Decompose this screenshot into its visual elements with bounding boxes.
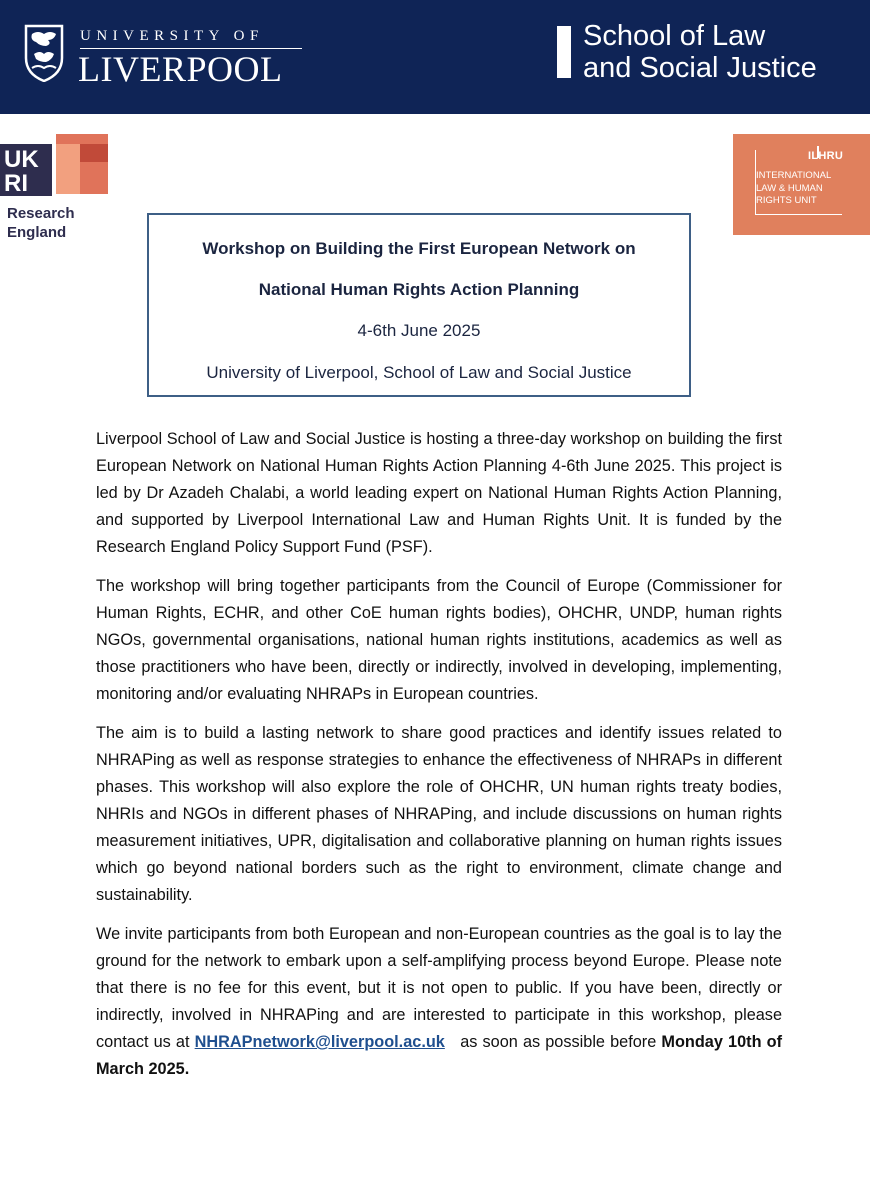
paragraph-aim: The aim is to build a lasting network to share good practices and identify issues related to NHRAPing as well as response strategies to enhance the effectiveness of NHRAPs in different phases. This workshop will also explore the role of OHCHR, UN human rights treaty bodies, NHRIs and NGOs in different phases of NHRAPing, and include discussions on human rights measurement initiatives, UPR, digitalisation and collaborative planning on human rights issues which go beyond national borders such as the right to environment, climate change and sustainability. — [96, 724, 782, 904]
svg-text:UK: UK — [4, 146, 39, 173]
school-accent-bar — [557, 26, 571, 78]
workshop-title-box — [147, 213, 691, 397]
crest-icon — [24, 24, 64, 82]
ilhru-name-line1: INTERNATIONAL — [756, 170, 832, 181]
workshop-title-line1: Workshop on Building the First European Network on — [202, 239, 636, 258]
invite-deadline-prefix: as soon as possible before — [460, 1033, 657, 1051]
paragraph-participants: The workshop will bring together participants from the Council of Europe (Commissioner for Human Rights, ECHR, and other CoE human rights bodies), OHCHR, UNDP, human rights NGOs, governmental organisations, national human rights institutions, academics as well as those practitioners who have been, directly or indirectly, involved in developing, implementing, monitoring and/or evaluating NHRAPs in European countries. — [96, 577, 782, 703]
england-text: England — [7, 224, 67, 241]
research-text: Research — [7, 205, 75, 222]
liverpool-text: LIVERPOOL — [78, 49, 283, 89]
invite-text: We invite participants from both European and non-European countries as the goal is to lay the ground for the network to embark upon a self-amplifying process beyond Europe. Please note that there is no fee for this event, but it is not open to public. If you have been, directly or indirectly, involved in NHRAPing and are interested to participate in this workshop, please contact us at — [96, 925, 782, 1051]
school-name-line1: School of Law — [583, 20, 766, 52]
ilhru-name-line2: LAW & HUMAN — [756, 182, 823, 194]
ilhru-code-text: ILHRU — [808, 150, 844, 162]
school-name-line2: and Social Justice — [583, 52, 817, 84]
body-text — [96, 426, 782, 1095]
deadline-text: Monday 10th of March 2025. — [96, 1033, 782, 1078]
workshop-dates: 4-6th June 2025 — [357, 321, 481, 340]
workshop-venue: University of Liverpool, School of Law and Social Justice — [206, 363, 632, 382]
ilhru-name-line3: RIGHTS UNIT — [756, 195, 817, 206]
university-of-text: UNIVERSITY OF — [80, 28, 264, 44]
paragraph-invite — [96, 921, 782, 1083]
research-england-text — [7, 204, 75, 242]
workshop-title-line2: National Human Rights Action Planning — [258, 280, 580, 299]
contact-email-link[interactable]: NHRAPnetwork@liverpool.ac.uk — [194, 1033, 445, 1051]
header-bar — [0, 0, 870, 114]
svg-text:RI: RI — [4, 170, 28, 197]
paragraph-intro: Liverpool School of Law and Social Justice is hosting a three-day workshop on building the first European Network on National Human Rights Action Planning 4-6th June 2025. This project is led by Dr Azadeh Chalabi, a world leading expert on National Human Rights Action Planning, and supported by Liverpool International Law and Human Rights Unit. It is funded by the Research England Policy Support Fund (PSF). — [96, 430, 782, 556]
ilhru-name-text — [756, 170, 831, 208]
school-name — [583, 20, 817, 84]
